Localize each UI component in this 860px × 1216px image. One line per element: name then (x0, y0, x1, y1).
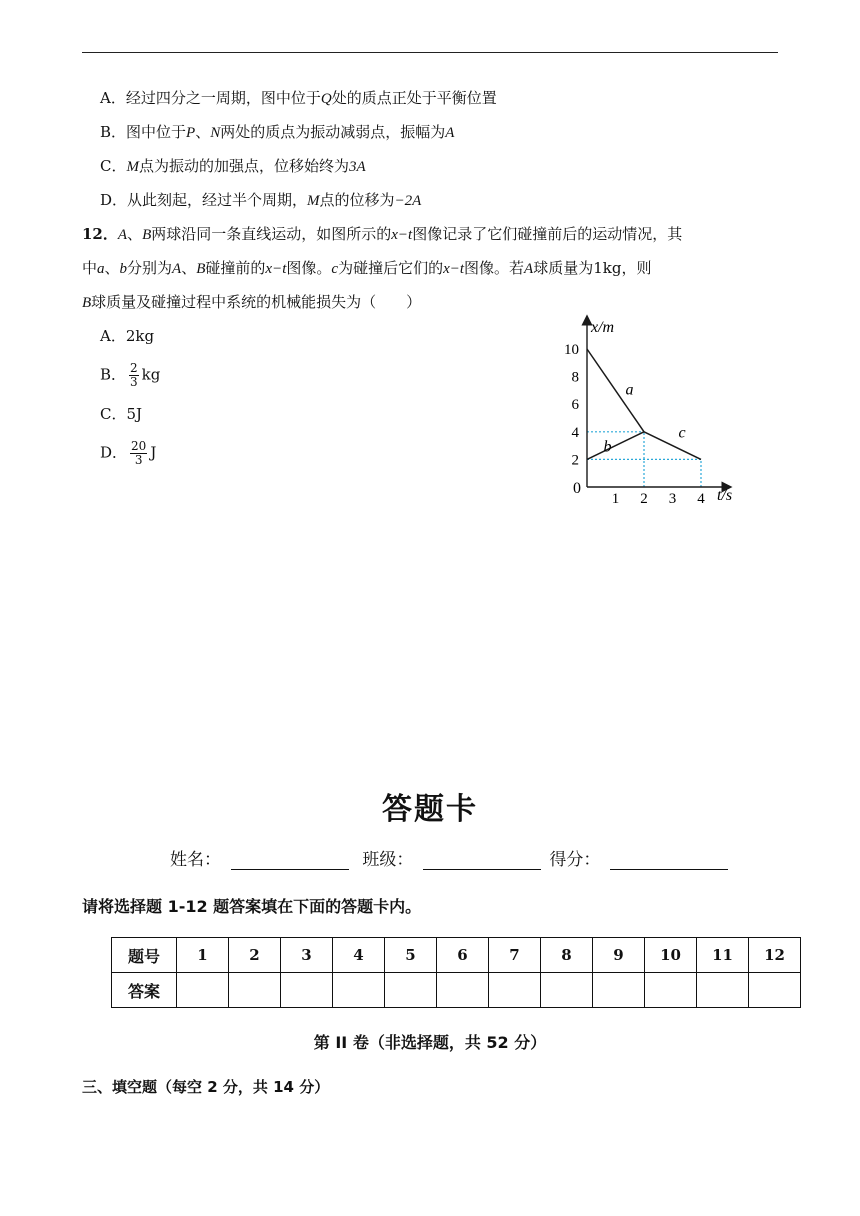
q12-option-a: A．2kg (100, 327, 155, 345)
answer-cell[interactable] (177, 973, 229, 1008)
question-number-cell: 12 (749, 938, 801, 973)
name-blank[interactable] (231, 851, 349, 870)
answer-cell[interactable] (437, 973, 489, 1008)
section-iii-heading: 三、填空题（每空 2 分，共 14 分） (82, 1078, 330, 1096)
answer-cell[interactable] (281, 973, 333, 1008)
y-tick-label: 6 (571, 397, 579, 414)
question-number-cell: 7 (489, 938, 541, 973)
answer-cell[interactable] (593, 973, 645, 1008)
row-header-answer: 答案 (112, 973, 177, 1008)
y-tick-label: 2 (571, 452, 579, 469)
header-rule (82, 52, 778, 53)
y-tick-label: 8 (571, 369, 579, 386)
x-tick-label: 4 (697, 491, 705, 507)
student-info-row (170, 845, 736, 870)
q11-option-a: A．经过四分之一周期，图中位于Q处的质点正处于平衡位置 (100, 89, 497, 107)
series-line-a (587, 349, 644, 432)
fraction: $\frac{20}{3}$ (131, 439, 147, 467)
answer-cell[interactable] (749, 973, 801, 1008)
answer-table (111, 937, 801, 1008)
answer-cell[interactable] (697, 973, 749, 1008)
q11-option-c: C．M点为振动的加强点，位移始终为3A (100, 157, 366, 175)
q12-number: 12． (82, 225, 118, 243)
question-number-cell: 5 (385, 938, 437, 973)
series-line-b (587, 432, 644, 460)
q12-option-b: B． $\frac{2}{3}$ kg (100, 361, 161, 389)
x-tick-label: 1 (611, 491, 620, 507)
instruction: 请将选择题 1-12 题答案填在下面的答题卡内。 (82, 897, 422, 916)
q12-stem-line2: 中a、b分别为A、B碰撞前的x−t图像。c为碰撞后它们的x−t图像。若A球质量为1kg，则 (82, 259, 652, 277)
x-tick-label: 2 (640, 491, 648, 507)
origin-label: 0 (573, 480, 581, 497)
answer-cell[interactable] (645, 973, 697, 1008)
q12-option-d: D． $\frac{20}{3}$ J (100, 439, 157, 467)
score-blank[interactable] (610, 851, 728, 870)
y-axis-label: x/m (591, 319, 615, 336)
answer-cell[interactable] (489, 973, 541, 1008)
question-number-cell: 9 (593, 938, 645, 973)
score-label: 得分： (549, 850, 601, 870)
series-label-a: a (625, 381, 634, 399)
q11-option-d: D．从此刻起，经过半个周期，M点的位移为−2A (100, 191, 422, 209)
class-blank[interactable] (423, 851, 541, 870)
answer-row (112, 973, 801, 1008)
question-number-cell: 1 (177, 938, 229, 973)
q12-stem-line3: B球质量及碰撞过程中系统的机械能损失为（ ） (82, 293, 422, 311)
answer-cell[interactable] (333, 973, 385, 1008)
question-number-row (112, 938, 801, 973)
question-number-cell: 2 (229, 938, 281, 973)
question-number-cell: 6 (437, 938, 489, 973)
question-number-cell: 3 (281, 938, 333, 973)
question-number-cell: 4 (333, 938, 385, 973)
y-tick-label: 10 (564, 342, 579, 358)
q12-option-c: C．5J (100, 405, 143, 423)
question-number-cell: 11 (697, 938, 749, 973)
name-label: 姓名： (170, 850, 221, 870)
x-tick-label: 3 (668, 491, 677, 507)
answer-cell[interactable] (541, 973, 593, 1008)
series-label-c: c (678, 424, 686, 442)
question-number-cell: 8 (541, 938, 593, 973)
q11-option-b: B．图中位于P、N两处的质点为振动减弱点，振幅为A (100, 123, 455, 141)
section-ii-heading: 第 II 卷（非选择题，共 52 分） (313, 1033, 547, 1052)
q12-stem-line1: 12．A、B两球沿同一条直线运动，如图所示的x−t图像记录了它们碰撞前后的运动情况，其 (82, 225, 683, 243)
row-header-number: 题号 (112, 938, 177, 973)
x-axis-label: t/s (717, 487, 733, 504)
class-label: 班级： (362, 850, 414, 870)
fraction: $\frac{2}{3}$ (130, 361, 138, 389)
series-label-b: b (603, 438, 612, 456)
answer-card-title: 答题卡 (382, 792, 478, 827)
answer-cell[interactable] (229, 973, 281, 1008)
series-line-c (644, 432, 701, 460)
xt-graph (555, 312, 755, 507)
question-number-cell: 10 (645, 938, 697, 973)
answer-cell[interactable] (385, 973, 437, 1008)
y-tick-label: 4 (571, 424, 579, 441)
